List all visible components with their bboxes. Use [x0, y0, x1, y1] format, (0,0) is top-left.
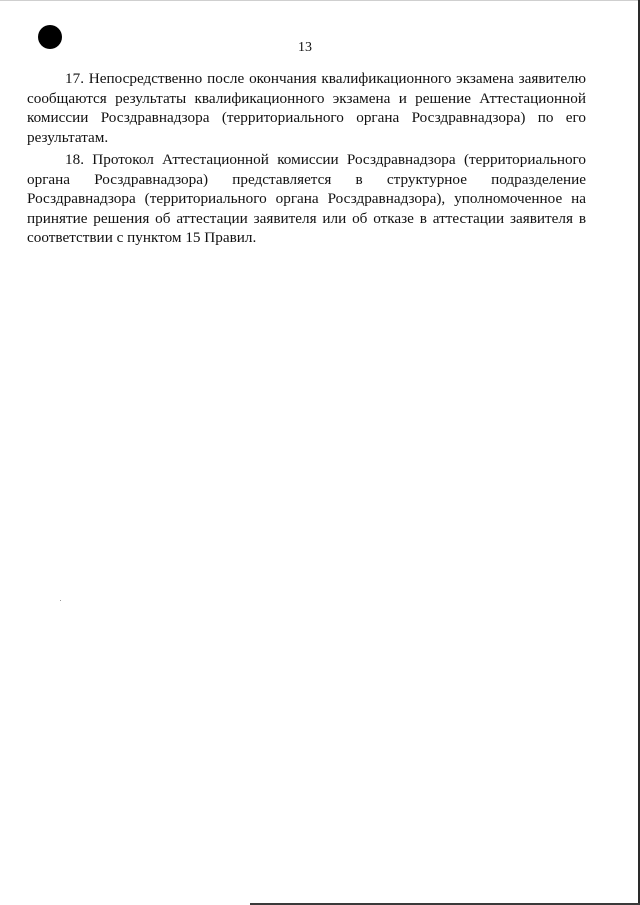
paragraph-17: 17. Непосредственно после окончания квалификационного экзамена заявителю сообщаются результаты квалификационного экзамена и решение Аттестационной комиссии Росздравнадзора (территориального органа Росздравнадзора) по его результатам. [27, 70, 586, 146]
page-number: 13 [298, 40, 312, 55]
scan-edge-top [0, 0, 640, 1]
paragraph-18: 18. Протокол Аттестационной комиссии Росздравнадзора (территориального органа Росздравнадзора) представляется в структурное подразделение Росздравнадзора (территориального органа Росздравнадзора), уполномоченное на принятие решения об аттестации заявителя или об отказе в аттестации заявителя в соответствии с пунктом 15 Правил. [27, 151, 586, 247]
scan-speck [60, 600, 61, 601]
